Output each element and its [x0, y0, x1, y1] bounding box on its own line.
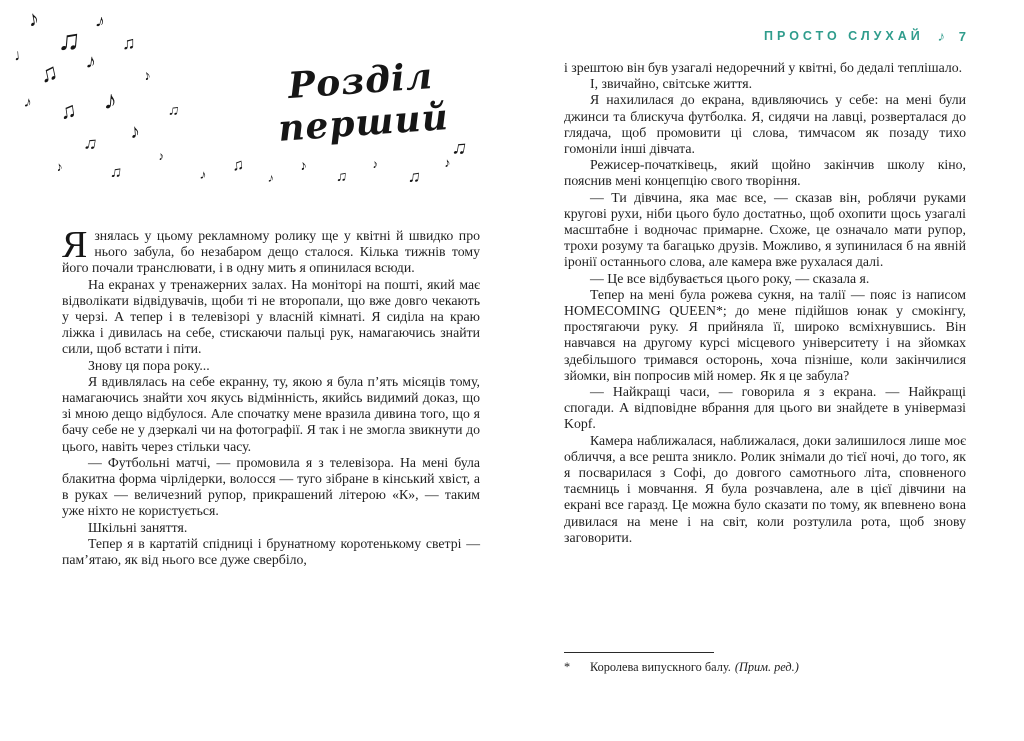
paragraph: Тепер на мені була рожева сукня, на талії — пояс із написом HOMECOMING QUEEN*; до мене підійшов юнак у смокінгу, простягаючи руку. Я прийняла її, широко всміхнувшись. Він навчався на другому курсі місцевого університету і на зйомках здебільшого тримався осторонь, хоча пізніше, коли закінчилися зйомки, він попросив мій номер. Як я це забула? [564, 286, 966, 383]
paragraph: Я нахилилася до екрана, вдивляючись у себе: на мені були джинси та блискуча футболка. Я, сидячи на лавці, розверталася до глядача, щоб промовити ці слова, тимчасом як позаду тихо гомоніли інші дівчата. [564, 92, 966, 157]
paragraph: — Футбольні матчі, — промовила я з телевізора. На мені була блакитна форма чірлідерки, волосся — туго зібране в кінський хвіст, а в руках — величезний рупор, прикрашений літерою «К», — таким уже ніхто не користується. [62, 454, 480, 519]
music-note-icon: ♪ [371, 156, 379, 172]
music-note-icon: ♫ [58, 96, 79, 125]
paragraph: Шкільні заняття. [88, 519, 188, 535]
footnote [564, 652, 966, 675]
page-number: 7 [958, 28, 966, 44]
music-note-icon: ♪ [298, 158, 309, 175]
right-page [564, 0, 966, 741]
paragraph: І, звичайно, світське життя. [590, 76, 753, 92]
paragraph: — Це все відбувається цього року, — сказала я. [590, 270, 870, 286]
music-note-icon: ♫ [82, 131, 100, 155]
paragraph: і зрештою він був узагалі недоречний у квітні, бо дедалі теплішало. [564, 60, 963, 75]
music-note-icon: ♫ [231, 156, 245, 175]
paragraph-list [564, 60, 966, 546]
music-note-icon: ♪ [936, 27, 946, 45]
paragraph: — Найкращі часи, — говорила я з екрана. — Найкращі спогади. А відповідне вбрання для цього ви знайдете в універмазі Kopf. [564, 384, 966, 432]
paragraph: Знову ця пора року... [88, 357, 210, 373]
footnote-marker: * [564, 660, 571, 674]
running-header-title: ПРОСТО СЛУХАЙ [764, 29, 924, 43]
music-note-icon: ♫ [167, 102, 181, 120]
music-note-icon: ♫ [109, 163, 123, 182]
paragraph: Я вдивлялась на себе екранну, ту, якою я була п’ять місяців тому, намагаючись знайти хоч якусь відмінність, якийсь видимий доказ, що зі мною дещо відбулося. Але спочатку мене вразила дивина того, що я бачу себе не у дзеркалі чи на фотографії. Я так і не змогла звикнути до цього, навіть через стільки часу. [62, 373, 480, 454]
music-note-icon: ♪ [22, 94, 34, 112]
music-note-icon: ♫ [450, 135, 469, 161]
footnote-line [564, 660, 966, 675]
music-note-icon: ♪ [142, 68, 153, 85]
music-note-icon: ♫ [122, 33, 136, 53]
paragraph-text: знялась у цьому рекламному ролику ще у квітні й швидко про нього забула, бо незабаром дещо сталося. Кілька тижнів тому його почали транслювати, і в одну мить я опинилася всюди. [62, 228, 480, 276]
music-note-icon: ♪ [25, 5, 42, 32]
paragraph: — Ти дівчина, яка має все, — сказав він, роблячи руками кругові рухи, ніби цього було достатньо, щоб охопити щось узагалі масштабне і водночас примарне. Схоже, це означало мати рупор, трохи розуму та багацько друзів. Можливо, я зупинилася б на явній іронії останнього слова, але камера вже рухалася далі. [564, 189, 966, 270]
left-page [62, 0, 480, 741]
music-note-icon: ♩ [13, 46, 31, 65]
music-note-icon: ♪ [443, 154, 452, 171]
music-note-icon: ♫ [37, 59, 61, 89]
footnote-text [590, 660, 799, 675]
right-text-column [564, 60, 966, 546]
music-note-icon: ♪ [198, 166, 208, 183]
music-note-icon: ♪ [54, 158, 64, 175]
running-header [564, 28, 966, 44]
chapter-title: Розділ перший [276, 55, 451, 150]
paragraph [62, 224, 480, 277]
music-note-icon: ♪ [102, 85, 119, 116]
paragraph: Камера наближалася, наближалася, доки залишилося лише моє обличчя, а все решта зникло. Ролик знімали до тієї ночі, до того, як я посварилася з Софі, до довгого самотнього літа, сповненого таємниць і мовчання. Я була розчавлена, але в цієї дівчини на екрані все гаразд. Це можна було сказати по тому, як впевнено вона дивилася на мене і на світ, коли розтулила рота, щоб знову заговорити. [564, 432, 966, 545]
left-text-column [62, 224, 480, 568]
footnote-editor-note: (Прим. ред.) [734, 660, 799, 674]
paragraph: Тепер я в картатій спідниці і брунатному коротенькому светрі — пам’ятаю, як від нього все дуже свербіло, [62, 535, 480, 568]
music-note-icon: ♪ [129, 120, 141, 144]
music-note-icon: ♪ [93, 10, 108, 32]
music-note-icon: ♫ [56, 23, 82, 58]
footnote-text-main: Королева випускного балу. [590, 660, 731, 674]
paragraph-list [62, 277, 480, 569]
drop-cap: Я [62, 224, 88, 266]
music-note-icon: ♪ [157, 148, 165, 164]
footnote-separator [564, 652, 714, 653]
music-note-icon: ♫ [407, 166, 422, 187]
music-note-icon: ♪ [84, 50, 98, 74]
paragraph: Режисер-початківець, який щойно закінчив школу кіно, пояснив мені концепцію свого творіння. [564, 157, 966, 189]
music-note-icon: ♫ [335, 168, 348, 186]
paragraph: На екранах у тренажерних залах. На моніторі на пошті, який має відволікати відвідувачів, щоби ті не второпали, що вже довго чекають у черзі. А тепер і в телевізорі у власній кімнаті. Я сиділа на краю ліжка і дивилась на себе, стискаючи пальці рук, намагаючись знайти сили, щоб встати і піти. [62, 276, 480, 357]
music-note-icon: ♪ [267, 170, 275, 186]
